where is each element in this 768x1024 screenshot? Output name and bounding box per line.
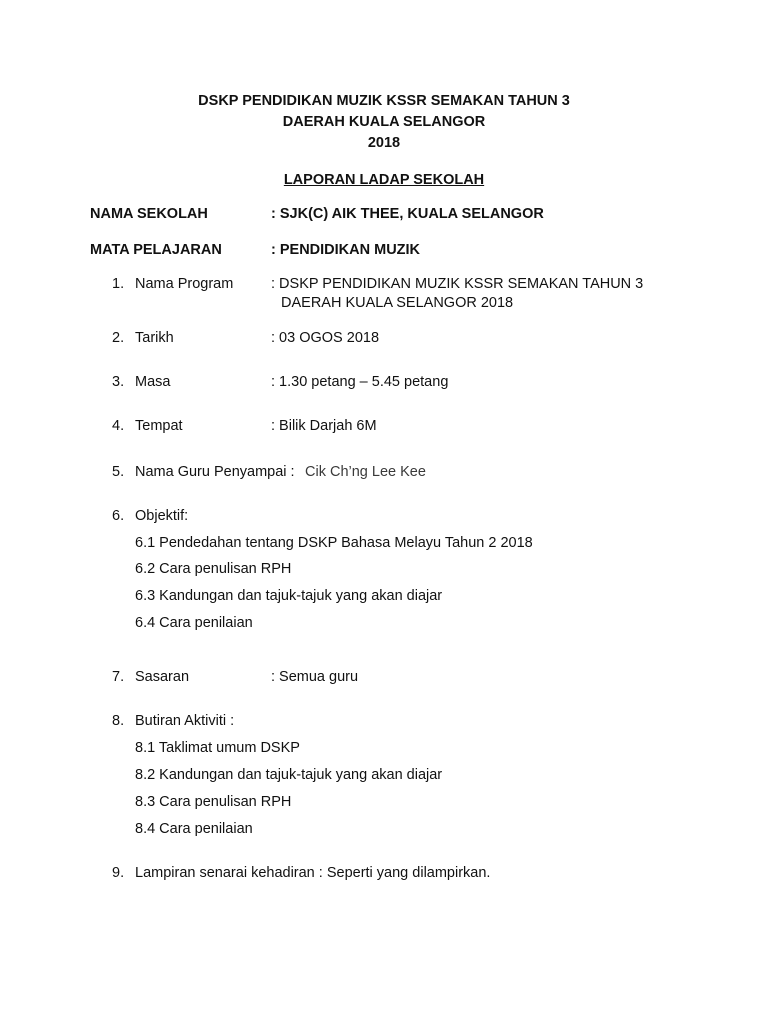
doc-title-line2: DAERAH KUALA SELANGOR — [282, 114, 486, 130]
item-number: 9. — [112, 865, 125, 881]
item-value-date: : 03 OGOS 2018 — [271, 330, 380, 346]
item-value-program: : DSKP PENDIDIKAN MUZIK KSSR SEMAKAN TAHUN 3 — [271, 276, 644, 292]
item-label-program: Nama Program — [135, 276, 234, 292]
objective-sub-item: 6.1 Pendedahan tentang DSKP Bahasa Melayu Tahun 2 2018 — [135, 535, 533, 551]
item-number: 1. — [112, 276, 125, 292]
item-label-attachment: Lampiran senarai kehadiran : Seperti yang dilampirkan. — [135, 865, 491, 881]
item-label-objective: Objektif: — [135, 508, 189, 524]
item-number: 6. — [112, 508, 125, 524]
school-value: : SJK(C) AIK THEE, KUALA SELANGOR — [271, 206, 544, 222]
activity-sub-item: 8.3 Cara penulisan RPH — [135, 794, 292, 810]
item-number: 8. — [112, 713, 125, 729]
activity-sub-item: 8.2 Kandungan dan tajuk-tajuk yang akan diajar — [135, 767, 443, 783]
item-value-time: : 1.30 petang – 5.45 petang — [271, 374, 449, 390]
item-label-time: Masa — [135, 374, 171, 390]
item-label-speaker: Nama Guru Penyampai : — [135, 464, 295, 480]
activity-sub-item: 8.4 Cara penilaian — [135, 821, 253, 837]
item-number: 3. — [112, 374, 125, 390]
subject-label: MATA PELAJARAN — [90, 242, 222, 258]
item-number: 5. — [112, 464, 125, 480]
doc-title-line1: DSKP PENDIDIKAN MUZIK KSSR SEMAKAN TAHUN 3 — [198, 93, 570, 109]
item-number: 2. — [112, 330, 125, 346]
item-label-target: Sasaran — [135, 669, 190, 685]
item-value-speaker: Cik Ch’ng Lee Kee — [305, 464, 426, 480]
item-label-date: Tarikh — [135, 330, 174, 346]
objective-sub-item: 6.2 Cara penulisan RPH — [135, 561, 292, 577]
objective-sub-item: 6.4 Cara penilaian — [135, 615, 253, 631]
item-number: 7. — [112, 669, 125, 685]
item-value-place: : Bilik Darjah 6M — [271, 418, 377, 434]
school-label: NAMA SEKOLAH — [90, 206, 208, 222]
subject-value: : PENDIDIKAN MUZIK — [271, 242, 421, 258]
report-title: LAPORAN LADAP SEKOLAH — [283, 172, 485, 188]
doc-title-year: 2018 — [367, 135, 401, 151]
item-label-place: Tempat — [135, 418, 183, 434]
item-value-program-cont: DAERAH KUALA SELANGOR 2018 — [281, 295, 514, 311]
item-number: 4. — [112, 418, 125, 434]
item-value-target: : Semua guru — [271, 669, 359, 685]
item-label-activities: Butiran Aktiviti : — [135, 713, 235, 729]
objective-sub-item: 6.3 Kandungan dan tajuk-tajuk yang akan diajar — [135, 588, 443, 604]
activity-sub-item: 8.1 Taklimat umum DSKP — [135, 740, 300, 756]
